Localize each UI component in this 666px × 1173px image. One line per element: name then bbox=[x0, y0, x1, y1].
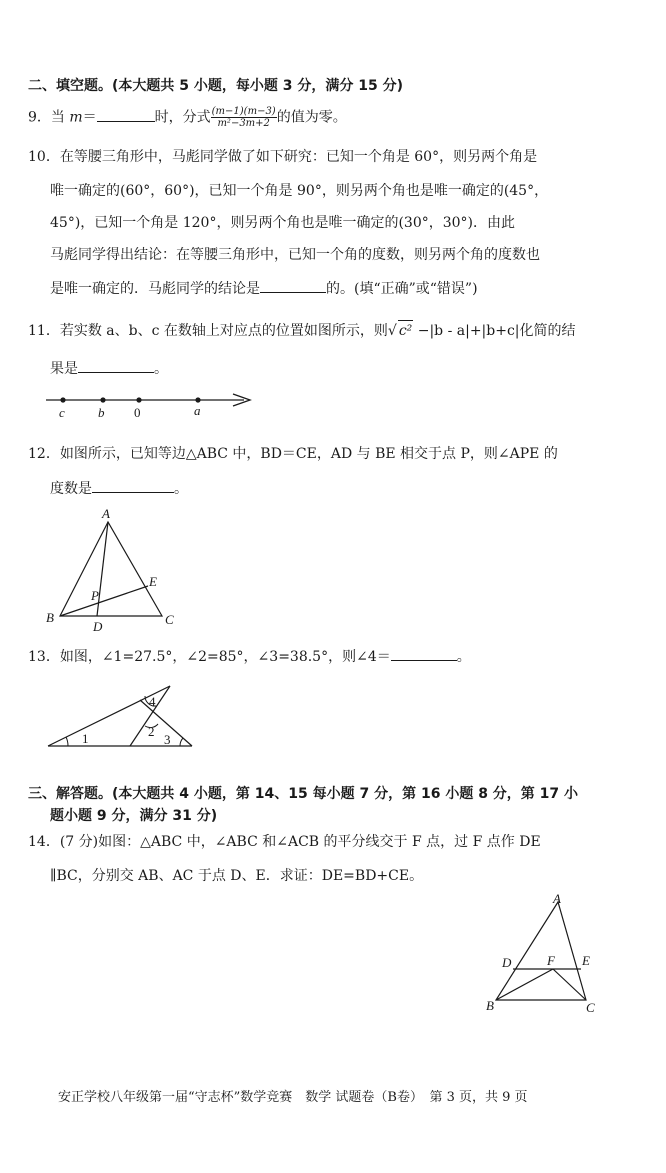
number-line-figure bbox=[40, 388, 260, 422]
q9-var: m bbox=[69, 109, 83, 126]
label-C: C bbox=[586, 1000, 595, 1015]
point-b bbox=[100, 397, 105, 402]
angle3-arc bbox=[180, 738, 183, 746]
sqrt-symbol: √ bbox=[387, 323, 397, 339]
q13-text-post: 。 bbox=[456, 649, 471, 665]
label-a: a bbox=[194, 403, 201, 418]
label-A: A bbox=[102, 506, 110, 521]
q10-line1 bbox=[28, 147, 537, 167]
q13-line bbox=[28, 646, 471, 667]
section2-header: 二、填空题。(本大题共 5 小题，每小题 3 分，满分 15 分) bbox=[28, 78, 404, 94]
q14-line1 bbox=[28, 832, 541, 852]
point-a bbox=[195, 397, 200, 402]
label-B: B bbox=[486, 998, 494, 1013]
angle1-arc bbox=[66, 737, 68, 746]
q10-line5-pre: 是唯一确定的．马彪同学的结论是 bbox=[50, 281, 260, 297]
q9-frac-denominator: m²−3m+2 bbox=[217, 118, 270, 129]
label-b: b bbox=[98, 405, 105, 420]
point-c bbox=[60, 397, 65, 402]
label-c: c bbox=[59, 405, 65, 420]
label-zero: 0 bbox=[134, 405, 141, 420]
triangle-abc bbox=[60, 522, 162, 616]
q14-number: 14． bbox=[28, 834, 60, 850]
label-B: B bbox=[46, 610, 54, 625]
label-F: F bbox=[547, 953, 555, 968]
q10-number: 10． bbox=[28, 149, 60, 165]
label-angle1: 1 bbox=[82, 731, 89, 746]
q11-number: 11． bbox=[28, 323, 60, 339]
label-angle3: 3 bbox=[164, 732, 171, 747]
point-zero bbox=[136, 397, 141, 402]
label-E: E bbox=[149, 574, 157, 589]
q11-post: −|b - a|+|b+c|化简的结 bbox=[413, 323, 576, 339]
q13-text: 如图，∠1=27.5°，∠2=85°，∠3=38.5°，则∠4＝ bbox=[59, 649, 391, 665]
label-D: D bbox=[502, 955, 512, 970]
question-9 bbox=[28, 106, 347, 129]
q10-line4: 马彪同学得出结论：在等腰三角形中，已知一个角的度数，则另两个角的度数也 bbox=[50, 247, 540, 263]
label-E: E bbox=[582, 953, 590, 968]
q13-number: 13． bbox=[28, 649, 60, 665]
q9-eq: ＝ bbox=[82, 109, 97, 126]
label-C: C bbox=[165, 612, 174, 627]
q9-frac-numerator: (m−1)(m−3) bbox=[211, 106, 276, 117]
q11-pre: 若实数 a、b、c 在数轴上对应点的位置如图所示，则 bbox=[59, 323, 388, 339]
q11-sqrt: c² bbox=[398, 320, 413, 341]
q12-line1 bbox=[28, 444, 558, 464]
q9-answer-blank[interactable] bbox=[97, 107, 155, 122]
page-footer: 安正学校八年级第一届“守志杯”数学竞赛 数学 试题卷（B卷） 第 3 页，共 9 页 bbox=[58, 1090, 528, 1105]
q11-answer-blank[interactable] bbox=[78, 358, 154, 373]
q10-line5-post: 的。(填“正确”或“错误”) bbox=[326, 281, 478, 297]
q12-number: 12． bbox=[28, 446, 60, 462]
q10-line2: 唯一确定的(60°，60°)，已知一个角是 90°，则另两个角也是唯一确定的(45°， bbox=[50, 183, 549, 199]
q10-line5 bbox=[50, 278, 478, 299]
q13-answer-blank[interactable] bbox=[391, 646, 457, 661]
section3-header-line1: 三、解答题。(本大题共 4 小题，第 14、15 每小题 7 分，第 16 小题 8 分，第 17 小 bbox=[28, 786, 579, 802]
section3-header-line2: 题小题 9 分，满分 31 分) bbox=[50, 808, 218, 824]
q12-text1: 如图所示，已知等边△ABC 中，BD＝CE，AD 与 BE 相交于点 P，则∠APE 的 bbox=[59, 446, 558, 462]
label-D: D bbox=[93, 619, 103, 634]
q11-line2 bbox=[50, 358, 168, 379]
segment-bf bbox=[496, 969, 553, 1000]
angle-figure bbox=[40, 678, 200, 752]
q12-answer-blank[interactable] bbox=[92, 478, 174, 493]
q14-line2: ∥BC，分别交 AB、AC 于点 D、E．求证：DE=BD+CE。 bbox=[50, 868, 424, 884]
q12-line2-pre: 度数是 bbox=[50, 481, 92, 497]
equilateral-triangle-figure bbox=[40, 504, 190, 636]
q11-line1 bbox=[28, 320, 576, 341]
q14-text1: (7 分)如图：△ABC 中，∠ABC 和∠ACB 的平分线交于 F 点，过 F 点作 DE bbox=[59, 834, 541, 850]
q11-line2-post: 。 bbox=[154, 361, 168, 377]
q9-pre: 当 bbox=[50, 109, 70, 126]
label-P: P bbox=[91, 588, 99, 603]
q10-text1: 在等腰三角形中，马彪同学做了如下研究：已知一个角是 60°，则另两个角是 bbox=[59, 149, 538, 165]
label-angle4: 4 bbox=[149, 694, 156, 709]
q12-line2 bbox=[50, 478, 188, 499]
bisector-triangle-figure bbox=[478, 890, 608, 1018]
q9-mid: 时，分式 bbox=[154, 109, 211, 126]
q11-line2-pre: 果是 bbox=[50, 361, 78, 377]
q9-number: 9． bbox=[28, 109, 51, 126]
q12-line2-post: 。 bbox=[174, 481, 188, 497]
q9-fraction bbox=[211, 106, 277, 129]
label-A: A bbox=[553, 891, 561, 906]
q10-line3: 45°)，已知一个角是 120°，则另两个角也是唯一确定的(30°，30°)．由此 bbox=[50, 215, 515, 231]
q9-post: 的值为零。 bbox=[276, 109, 347, 126]
triangle-abc bbox=[496, 902, 586, 1000]
label-angle2: 2 bbox=[148, 724, 155, 739]
q10-answer-blank[interactable] bbox=[260, 278, 326, 293]
